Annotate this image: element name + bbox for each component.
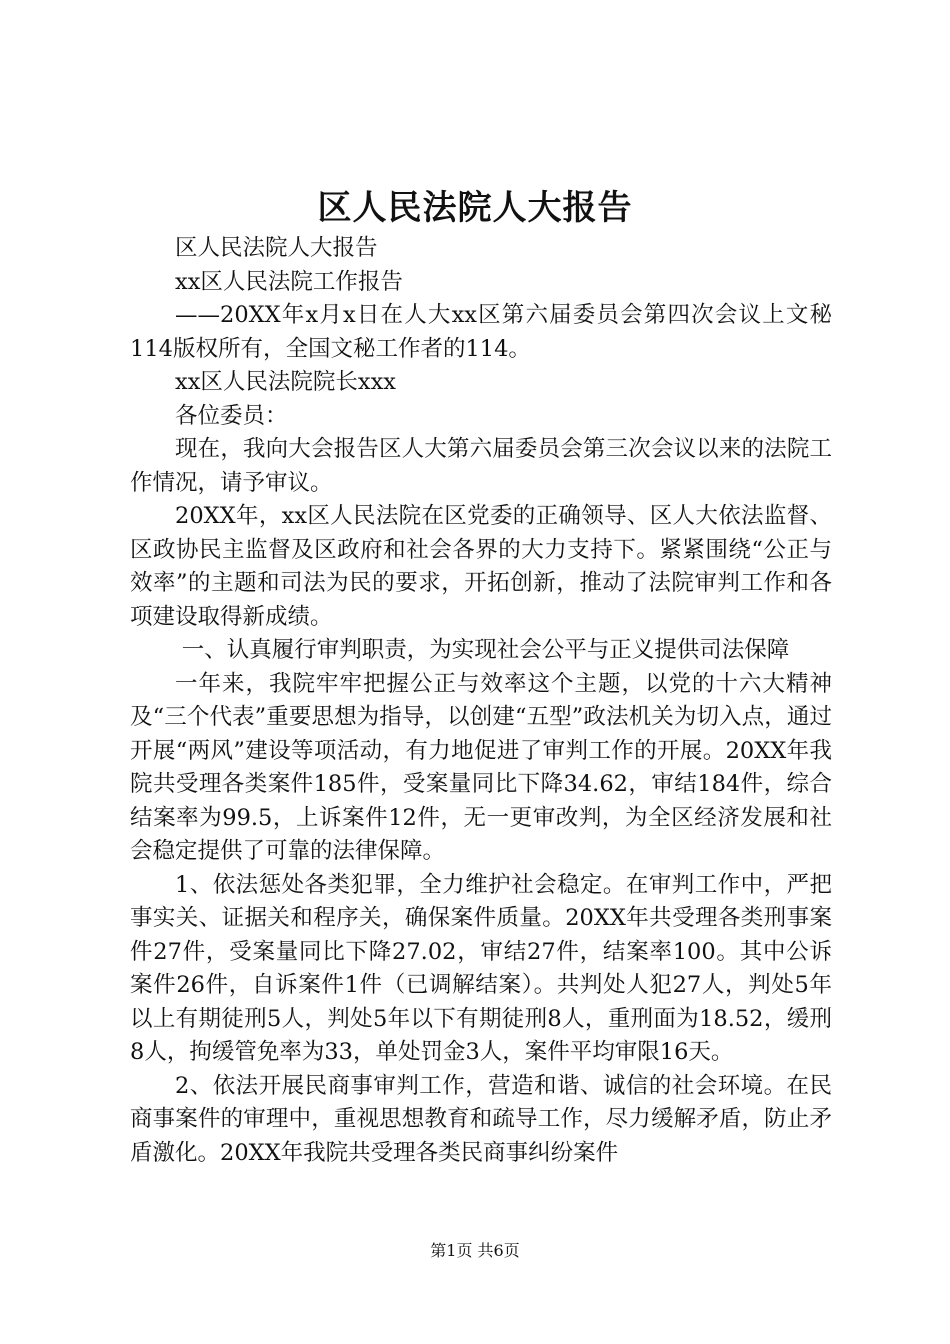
paragraph-subtitle: 区人民法院人大报告	[175, 235, 378, 261]
page-title: 区人民法院人大报告	[317, 188, 633, 228]
page-footer: 第1页 共6页	[430, 1241, 520, 1260]
paragraph-speaker: xx区人民法院院长xxx	[175, 369, 396, 395]
paragraph-report-name: xx区人民法院工作报告	[175, 268, 403, 295]
paragraph-criminal-cases: 1、依法惩处各类犯罪，全力维护社会稳定。在审判工作中，严把事实关、证据关和程序关，确保案件质量。20XX年共受理各类刑事案件27件，受案量同比下降27.02，审结27件，结案率100。其中公诉案件26件，自诉案件1件（已调解结案）。共判处人犯27人，判处5年以上有期徒刑5人，判处5年以下有期徒刑8人，重刑面为18.52，缓刑8人，拘缓管免率为33，单处罚金3人，案件平均审限16天。	[130, 871, 832, 1065]
document-body	[130, 232, 832, 1170]
paragraph-salutation: 各位委员：	[175, 402, 288, 429]
paragraph-opening: 现在，我向大会报告区人大第六届委员会第三次会议以来的法院工作情况，请予审议。	[130, 436, 832, 496]
section-heading-1: 一、认真履行审判职责，为实现社会公平与正义提供司法保障	[181, 637, 790, 663]
paragraph-overview: 20XX年，xx区人民法院在区党委的正确领导、区人大依法监督、区政协民主监督及区政府和社会各界的大力支持下。紧紧围绕“公正与效率”的主题和司法为民的要求，开拓创新，推动了法院审判工作和各项建设取得新成绩。	[130, 503, 832, 630]
paragraph-meeting-info: ——20XX年x月x日在人大xx区第六届委员会第四次会议上文秘114版权所有，全国文秘工作者的114。	[130, 302, 832, 362]
paragraph-annual-summary: 一年来，我院牢牢把握公正与效率这个主题，以党的十六大精神及“三个代表”重要思想为指导，以创建“五型”政法机关为切入点，通过开展“两风”建设等项活动，有力地促进了审判工作的开展。20XX年我院共受理各类案件185件，受案量同比下降34.62，审结184件，综合结案率为99.5，上诉案件12件，无一更审改判，为全区经济发展和社会稳定提供了可靠的法律保障。	[130, 670, 832, 864]
paragraph-civil-cases: 2、依法开展民商事审判工作，营造和谐、诚信的社会环境。在民商事案件的审理中，重视思想教育和疏导工作，尽力缓解矛盾，防止矛盾激化。20XX年我院共受理各类民商事纠纷案件	[130, 1072, 832, 1166]
